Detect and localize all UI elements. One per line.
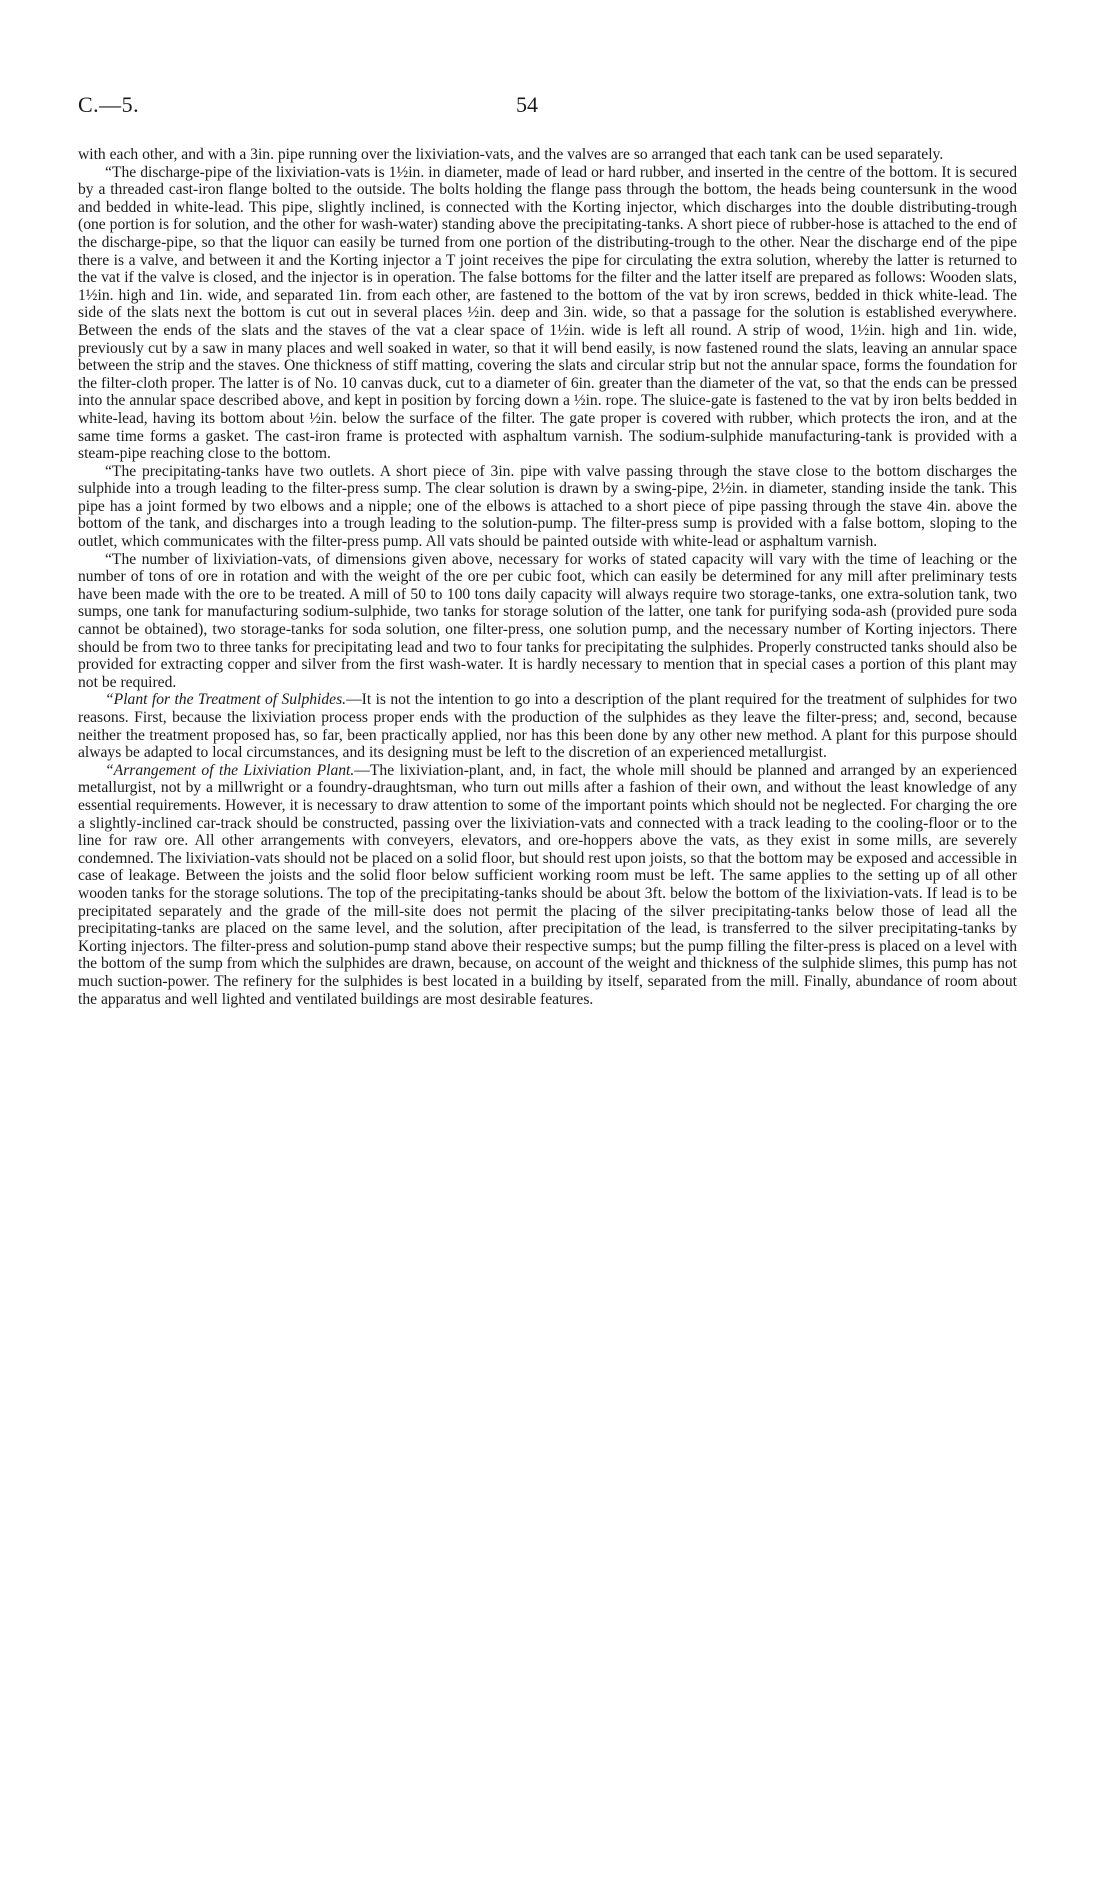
paragraph-arrangement-of-plant — [78, 762, 1017, 1008]
document-reference: C.—5. — [78, 92, 140, 117]
paragraph-plant-for-sulphides — [78, 691, 1017, 761]
paragraph-text-sulphides: —It is not the intention to go into a description of the plant required for the treatment of sulphides for two reasons. First, because the lixiviation process proper ends with the production of the sulphides as they leave the filter-press; and, second, because neither the treatment proposed has, so far, been practically applied, nor has this been done by any other new method. A plant for this purpose should always be adapted to local circumstances, and its designing must be left to the discretion of an experienced metallurgist. — [78, 691, 1018, 762]
page-header — [78, 92, 1018, 132]
section-heading-arrangement: “Arrangement of the Lixiviation Plant. — [105, 761, 355, 779]
section-heading-sulphides: “Plant for the Treatment of Sulphides. — [105, 691, 347, 709]
page-number: 54 — [516, 92, 538, 117]
paragraph-number-of-vats: “The number of lixiviation-vats, of dimensions given above, necessary for works of stated capacity will vary with the time of leaching or the number of tons of ore in rotation and with the weight of the ore per cubic foot, which can easily be determined for any mill after preliminary tests have been made with the ore to be treated. A mill of 50 to 100 tons daily capacity will always require two storage-tanks, one extra-solution tank, two sumps, one tank for manufacturing sodium-sulphide, two tanks for storage solution of the latter, one tank for purifying soda-ash (provided pure soda cannot be obtained), two storage-tanks for soda solution, one filter-press, one solution pump, and the necessary number of Korting injectors. There should be from two to three tanks for precipitating lead and two to four tanks for precipitating the sulphides. Properly constructed tanks should also be provided for extracting copper and silver from the first wash-water. It is hardly necessary to mention that in special cases a portion of this plant may not be required. — [78, 550, 1017, 691]
paragraph-continuation: with each other, and with a 3in. pipe running over the lixiviation-vats, and the valves are so arranged that each tank can be used separately. — [78, 146, 944, 163]
paragraph-text-arrangement: —The lixiviation-plant, and, in fact, the whole mill should be planned and arranged by an experienced metallurgist, not by a millwright or a foundry-draughtsman, who turn out mills after a fashion of their own, and without the least knowledge of any essential requirements. However, it is necessary to draw attention to some of the important points which should not be neglected. For charging the ore a slightly-inclined car-track should be constructed, passing over the lixiviation-vats and connected with a track leading to the cooling-floor or to the line for raw ore. All other arrangements with conveyers, elevators, and ore-hoppers above the vats, as they exist in some mills, are severely condemned. The lixiviation-vats should not be placed on a solid floor, but should rest upon joists, so that the bottom may be exposed and accessible in case of leakage. Between the joists and the solid floor below sufficient working room must be left. The same applies to the setting up of all other wooden tanks for the storage solutions. The top of the precipitating-tanks should be about 3ft. below the bottom of the lixiviation-vats. If lead is to be precipitated separately and the grade of the mill-site does not permit the placing of the silver precipitating-tanks below those of lead all the precipitating-tanks are placed on the same level, and the solution, after precipitation of the lead, is transferred to the silver precipitating-tanks by Korting injectors. The filter-press and solution-pump stand above their respective sumps; but the pump filling the filter-press is placed on a level with the bottom of the sump from which the sulphides are drawn, because, on account of the weight and thickness of the sulphide slimes, this pump has not much suction-power. The refinery for the sulphides is best located in a building by itself, separated from the mill. Finally, abundance of room about the apparatus and well lighted and ventilated buildings are most desirable features. — [78, 761, 1018, 1008]
paragraph-precipitating-tanks: “The precipitating-tanks have two outlets. A short piece of 3in. pipe with valve passing through the stave close to the bottom discharges the sulphide into a trough leading to the filter-press sump. The clear solution is drawn by a swing-pipe, 2½in. in diameter, standing inside the tank. This pipe has a joint formed by two elbows and a nipple; one of the elbows is attached to a short piece of pipe passing through the stave 4in. above the bottom of the tank, and discharges into a trough leading to the solution-pump. The filter-press sump is provided with a false bottom, sloping to the outlet, which communicates with the filter-press pump. All vats should be painted outside with white-lead or asphaltum varnish. — [78, 462, 1017, 551]
paragraph-discharge-pipe: “The discharge-pipe of the lixiviation-vats is 1½in. in diameter, made of lead or hard rubber, and inserted in the centre of the bottom. It is secured by a threaded cast-iron flange bolted to the outside. The bolts holding the flange pass through the bottom, the heads being countersunk in the wood and bedded in white-lead. This pipe, slightly inclined, is connected with the Korting injector, which discharges into the double distributing-trough (one portion is for solution, and the other for wash-water) standing above the precipitating-tanks. A short piece of rubber-hose is attached to the end of the discharge-pipe, so that the liquor can easily be turned from one portion of the distributing-trough to the other. Near the discharge end of the pipe there is a valve, and between it and the Korting injector a T joint receives the pipe for circulating the extra solution, whereby the latter is returned to the vat if the valve is closed, and the injector is in operation. The false bottoms for the filter and the latter itself are prepared as follows: Wooden slats, 1½in. high and 1in. wide, and separated 1in. from each other, are fastened to the bottom of the vat by iron screws, bedded in thick white-lead. The side of the slats next the bottom is cut out in several places ½in. deep and 3in. wide, so that a passage for the solution is established everywhere. Between the ends of the slats and the staves of the vat a clear space of 1½in. wide is left all round. A strip of wood, 1½in. high and 1in. wide, previously cut by a saw in many places and well soaked in water, so that it will bend easily, is now fastened round the slats, leaving an annular space between the strip and the staves. One thickness of stiff matting, covering the slats and circular strip but not the annular space, forms the foundation for the filter-cloth proper. The latter is of No. 10 canvas duck, cut to a diameter of 6in. greater than the diameter of the vat, so that the ends can be pressed into the annular space described above, and kept in position by forcing down a ½in. rope. The sluice-gate is fastened to the vat by iron belts bedded in white-lead, having its bottom about ½in. below the surface of the filter. The gate proper is covered with rubber, which protects the iron, and at the same time forms a gasket. The cast-iron frame is protected with asphaltum varnish. The sodium-sulphide manufacturing-tank is provided with a steam-pipe reaching close to the bottom. — [78, 163, 1017, 463]
body-text — [78, 146, 1017, 1008]
